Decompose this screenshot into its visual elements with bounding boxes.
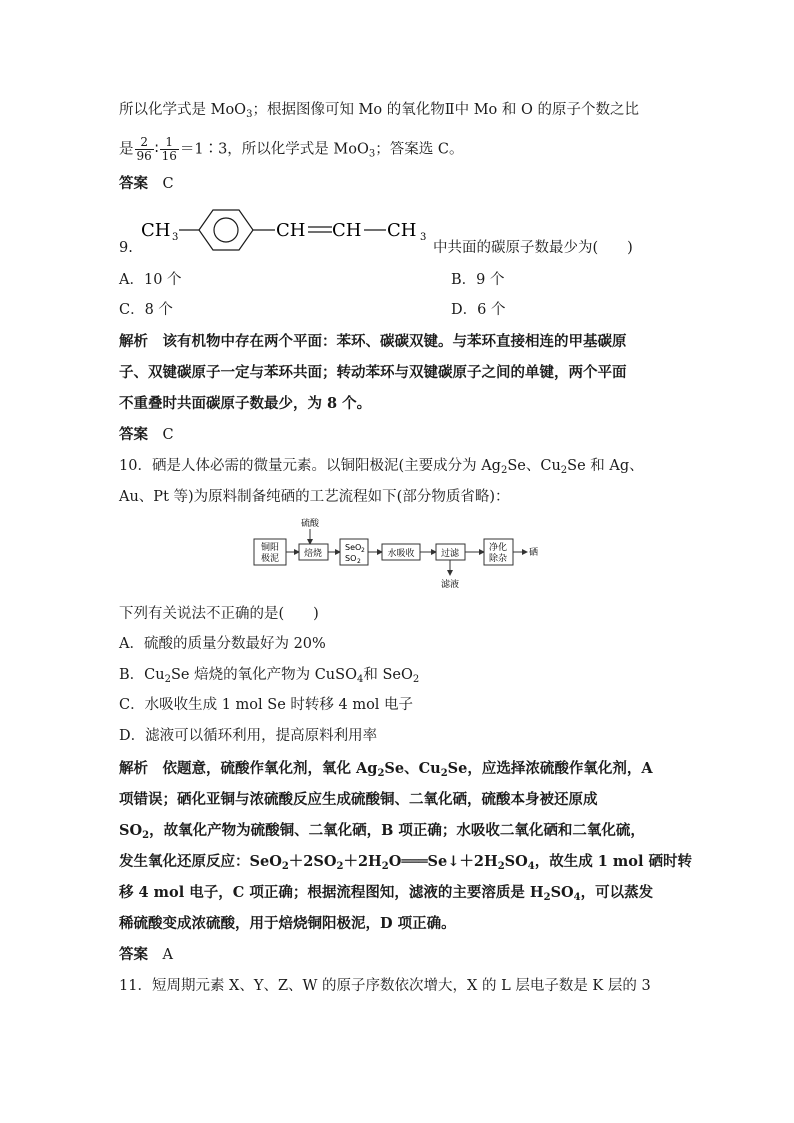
- q10-option-b: B．$Cu_2Se$ 焙烧的氧化产物为 CuSO$_4$和 SeO$_2$: [119, 667, 420, 685]
- prev-solution-line-1: 所以化学式是 MoO$_3$；根据图像可知 Mo 的氧化物Ⅱ中 Mo 和 O 的原子个数之比: [119, 102, 640, 120]
- ch3-right-sub: 3: [420, 232, 427, 243]
- q10-analysis-line-5: 移 4 mol 电子，C 项正确；根据流程图知，滤液的主要溶质是 $H_2SO_4$，可以蒸发: [119, 884, 654, 903]
- fraction-2-96: $\frac{2}{96}$: [136, 135, 152, 163]
- label-sulfuric-acid: 硫酸: [300, 519, 320, 529]
- q9-analysis-line-1: 解析 该有机物中存在两个平面：苯环、碳碳双键。与苯环直接相连的甲基碳原: [119, 333, 627, 350]
- svg-text:铜阳: 铜阳: [260, 543, 280, 553]
- q9-analysis-line-3: 不重叠时共面碳原子数最少，为 8 个。: [119, 395, 372, 412]
- ch-label: CH: [276, 220, 306, 241]
- q10-option-a: A．硫酸的质量分数最好为 20%: [119, 636, 326, 652]
- q11-stem: 11．短周期元素 X、Y、Z、W 的原子序数依次增大，X 的 L 层电子数是 K 层的 3: [119, 978, 651, 994]
- svg-text:过滤: 过滤: [440, 549, 460, 559]
- label-filtrate: 滤液: [440, 580, 460, 590]
- q10-analysis-line-3: $SO_2$，故氧化产物为硫酸铜、二氧化硒，B 项正确；水吸收二氧化硒和二氧化硫，: [119, 822, 645, 841]
- svg-text:净化: 净化: [488, 543, 508, 553]
- label-selenium: 硒: [529, 548, 539, 558]
- q10-answer: 答案 A: [119, 946, 173, 963]
- q10-analysis-line-6: 稀硫酸变成浓硫酸，用于焙烧铜阳极泥，D 项正确。: [119, 915, 456, 932]
- benzene-ring: [199, 210, 253, 250]
- q10-stem-line-2: Au、Pt 等)为原料制备纯硒的工艺流程如下(部分物质省略)：: [119, 489, 510, 505]
- q9-option-c: C．8 个: [119, 302, 173, 318]
- q10-option-c: C．水吸收生成 1 mol Se 时转移 4 mol 电子: [119, 697, 414, 713]
- q9-option-d: D．6 个: [451, 302, 506, 318]
- svg-text:焙烧: 焙烧: [303, 549, 323, 559]
- q9-option-b: B．9 个: [451, 272, 505, 288]
- svg-text:除杂: 除杂: [488, 554, 508, 564]
- svg-text:极泥: 极泥: [260, 554, 280, 564]
- q9-structural-formula: [141, 208, 441, 252]
- ch3-left-sub: 3: [172, 232, 179, 243]
- svg-text:SO: SO: [345, 554, 357, 563]
- benzene-circle: [214, 218, 238, 242]
- q10-analysis-line-1: 解析 依题意，硫酸作氧化剂，氧化 $Ag_2Se$、$Cu_2Se$，应选择浓硫酸作氧化剂，A: [119, 760, 653, 779]
- ch-label-2: CH: [332, 220, 362, 241]
- fraction-1-16: $\frac{1}{16}$: [161, 135, 177, 163]
- q9-analysis-line-2: 子、双键碳原子一定与苯环共面；转动苯环与双键碳原子之间的单键，两个平面: [119, 364, 627, 381]
- prev-answer: 答案 C: [119, 175, 174, 192]
- q10-question: 下列有关说法不正确的是( ): [119, 606, 319, 622]
- svg-text:2: 2: [361, 547, 365, 554]
- q9-answer: 答案 C: [119, 426, 174, 443]
- prev-solution-line-2: 是 $\frac{2}{96}$ ∶ $\frac{1}{16}$ ＝1∶3，所以化学式是 MoO$_3$；答案选 C。: [119, 135, 464, 163]
- ch3-left-label: CH: [141, 220, 171, 241]
- ch3-right-label: CH: [387, 220, 417, 241]
- q10-analysis-line-4: 发生氧化还原反应：$SeO_2+2SO_2+2H_2O═══Se↓+2H_2SO_4$，故生成 1 mol 硒时转: [119, 853, 693, 872]
- q10-option-d: D．滤液可以循环利用，提高原料利用率: [119, 728, 378, 744]
- svg-text:水吸收: 水吸收: [387, 549, 415, 559]
- q9-number: 9.: [119, 240, 133, 256]
- q10-flowchart: [248, 515, 548, 591]
- svg-text:SeO: SeO: [345, 543, 362, 552]
- q10-stem-line-1: 10．硒是人体必需的微量元素。以铜阳极泥(主要成分为 $Ag_2Se$、$Cu_2Se$ 和 Ag、: [119, 458, 644, 476]
- q10-analysis-line-2: 项错误；硒化亚铜与浓硫酸反应生成硫酸铜、二氧化硒，硫酸本身被还原成: [119, 791, 598, 808]
- q9-stem: 中共面的碳原子数最少为( ): [433, 240, 633, 256]
- q9-option-a: A．10 个: [119, 272, 182, 288]
- svg-text:2: 2: [357, 558, 361, 565]
